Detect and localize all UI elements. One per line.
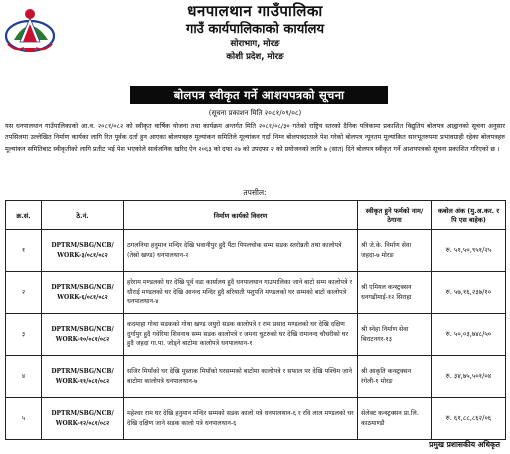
contract-no-cell: DPTRM/SBG/NCB/ WORK-१२/०८१/०८२ bbox=[42, 398, 124, 440]
office-location: सोराभाग, मोरङ bbox=[230, 39, 280, 49]
notice-body: यस धनपालथान गाउँपालिकाको आ.व. २०८१/०८२ को स्वीकृत वार्षिक योजना तथा कार्यक्रम अन्तर्गत मिति २०८१/०८/३० गतेको राष्ट्रिय स्तरको दैनिक पत्रिकामा प्रकाशित विद्युतिय बोलपत्र आह्वानको सूचना अनुसार तपसिलमा उल्लेखित निर्माण कार्यका लागि रित पूर्वक दर्ता हुन आएका बोलपत्रहरु मूल्यांकन समितिले मूल्यांकन गर्दा निम्न बोलपत्रदाताले पेश गरेको बोलपत्र न्यूनतम मूल्यांकित सारभूतरुपमा प्रभावग्राही रहेका बोलपत्रहरु मूल्यांकन समितिबाट स्वीकृतीको लागि प्रतीट भई पेश भएकोले सार्वजनिक खरिद ऐन २०६३ को दफा २७ को उपदफा २ को प्रयोजनको लागि ७ (सात) दिने बोलपत्र स्वीकृत गर्ने आशयपत्रको सूचना प्रकाशित गरिएको छ । bbox=[5, 122, 505, 153]
office-name: गाउँ कार्यपालिकाको कार्यालय bbox=[186, 22, 324, 37]
table-row bbox=[6, 272, 506, 314]
header-contract-no: ठे.नं. bbox=[42, 201, 124, 230]
firm-cell: श्री स्नेहा निर्माण सेवा बिराटनगर-१३ bbox=[358, 314, 432, 356]
bid-amount-cell: रु. ६१,८८,८६२/०६ bbox=[432, 398, 506, 440]
bid-amount-cell: रु. ५१,५०,९५१/२५ bbox=[432, 230, 506, 272]
table-header-row bbox=[6, 201, 506, 230]
work-description-cell: महेश्वर राम घर देखि हनुमान मन्दिर सम्मको सडक कालो पत्रे धनपालथान-६ र रवि लाल मण्डलको घर देखि दक्षिण जाने सडक कालो पत्रे धनपालथान-६ bbox=[124, 398, 358, 440]
serial-cell: ४ bbox=[6, 356, 42, 398]
notice-title: बोलपत्र स्वीकृत गर्ने आशयपत्रको सूचना bbox=[130, 86, 388, 104]
work-description-cell: ठगलनिया हनुमान मन्दिर देखि भवानीपुर हुदै पैंटा पिपलचोक सम्म सडक स्तरोन्नती तथा कालोपत्रे (तेस्रो खण्ड) धनपालथान-२ bbox=[124, 230, 358, 272]
firm-cell: श्री आकृति कन्स्ट्रक्सन रंगेली-१ मोरङ bbox=[358, 356, 432, 398]
header-firm: स्वीकृत हुने फर्मको नाम/ठेगाना bbox=[358, 201, 432, 230]
contract-no-cell: DPTRM/SBG/NCB/ WORK-६/०८१/०८२ bbox=[42, 272, 124, 314]
province-name: कोशी प्रदेश, मोरङ bbox=[226, 52, 284, 62]
firm-cell: श्री जे.के. निर्माण सेवा जहदा-७ मोरङ bbox=[358, 230, 432, 272]
publish-date: (सूचना प्रकाशन मिति २०८१/०९/०८) bbox=[208, 109, 302, 117]
firm-cell: सेलेक्ट कन्स्ट्रक्सन प्रा.लि. काठमाण्डौ bbox=[358, 398, 432, 440]
serial-cell: १ bbox=[6, 230, 42, 272]
bid-amount-cell: रु. ३४,७५,५०१/०४ bbox=[432, 356, 506, 398]
serial-cell: ५ bbox=[6, 398, 42, 440]
table-row bbox=[6, 230, 506, 272]
serial-cell: ३ bbox=[6, 314, 42, 356]
contract-no-cell: DPTRM/SBG/NCB/ WORK-११/०८१/०८२ bbox=[42, 356, 124, 398]
contract-no-cell: DPTRM/SBG/NCB/ WORK-१०/०८१/०८२ bbox=[42, 314, 124, 356]
letterhead bbox=[0, 2, 510, 64]
tender-table bbox=[5, 200, 506, 440]
table-row bbox=[6, 314, 506, 356]
contract-no-cell: DPTRM/SBG/NCB/ WORK-३/०८१/०८२ bbox=[42, 230, 124, 272]
work-description-cell: कदमाहा गोथा सडकको गोथा खण्ड जयुरो सडक कालोपत्रे र राम प्रसाद मण्डलको घर देखि दक्षिण दुर्गापुर हुदै गवेरिया शिवनाथ सम्म सडक कालोपत्रे र जमना चुटरुको घर देखि रामानन्द चौधरीको घर हुदै जहदा गा.पा. जोड्ने बाटोमा कालोपत्रे धनपालथान-१ bbox=[124, 314, 358, 356]
work-description-cell: सजिर मियाँको घर देखि मुस्ताक मियाँको घरसम्मको बाटोमा कालोपत्रे र सफाल पर देखि पश्चिम जाने बाटोमा कालोपत्रे धनपालथान-७ bbox=[124, 356, 358, 398]
municipality-name: धनपालथान गाउँपालिका bbox=[187, 2, 323, 20]
bid-amount-cell: रु. ५०,०३,७४८/५० bbox=[432, 314, 506, 356]
schedule-label: तपसील: bbox=[243, 188, 267, 197]
serial-cell: २ bbox=[6, 272, 42, 314]
firm-cell: श्री एमियल कन्स्ट्रक्सन धनगढीमाई-१२ सिराहा bbox=[358, 272, 432, 314]
header-serial: क्र.सं. bbox=[6, 201, 42, 230]
work-description-cell: हरेराम मण्डलको घर देखि पूर्व वडा कार्यालय हुदै धनपालथान गाउपालिका जाने बाटो सम्म कालोपत्रे र धौराई मण्डलको घर देखि आनन्द मन्दिर हुदै बरियाती पशुपति मण्डलको घर सम्मको बाटो कालोपत्रे धनपालथान-४ bbox=[124, 272, 358, 314]
signatory-title: प्रमुख प्रशासकीय अधिकृत bbox=[429, 440, 500, 449]
header-bid-amount: कबोल अंक (मु.अ.कर. र पि एस बाहेक) bbox=[432, 201, 506, 230]
header-work-description: निर्माण कार्यको विवरण bbox=[124, 201, 358, 230]
bid-amount-cell: रु. ५७,१६,२३७/१० bbox=[432, 272, 506, 314]
table-row bbox=[6, 398, 506, 440]
table-row bbox=[6, 356, 506, 398]
